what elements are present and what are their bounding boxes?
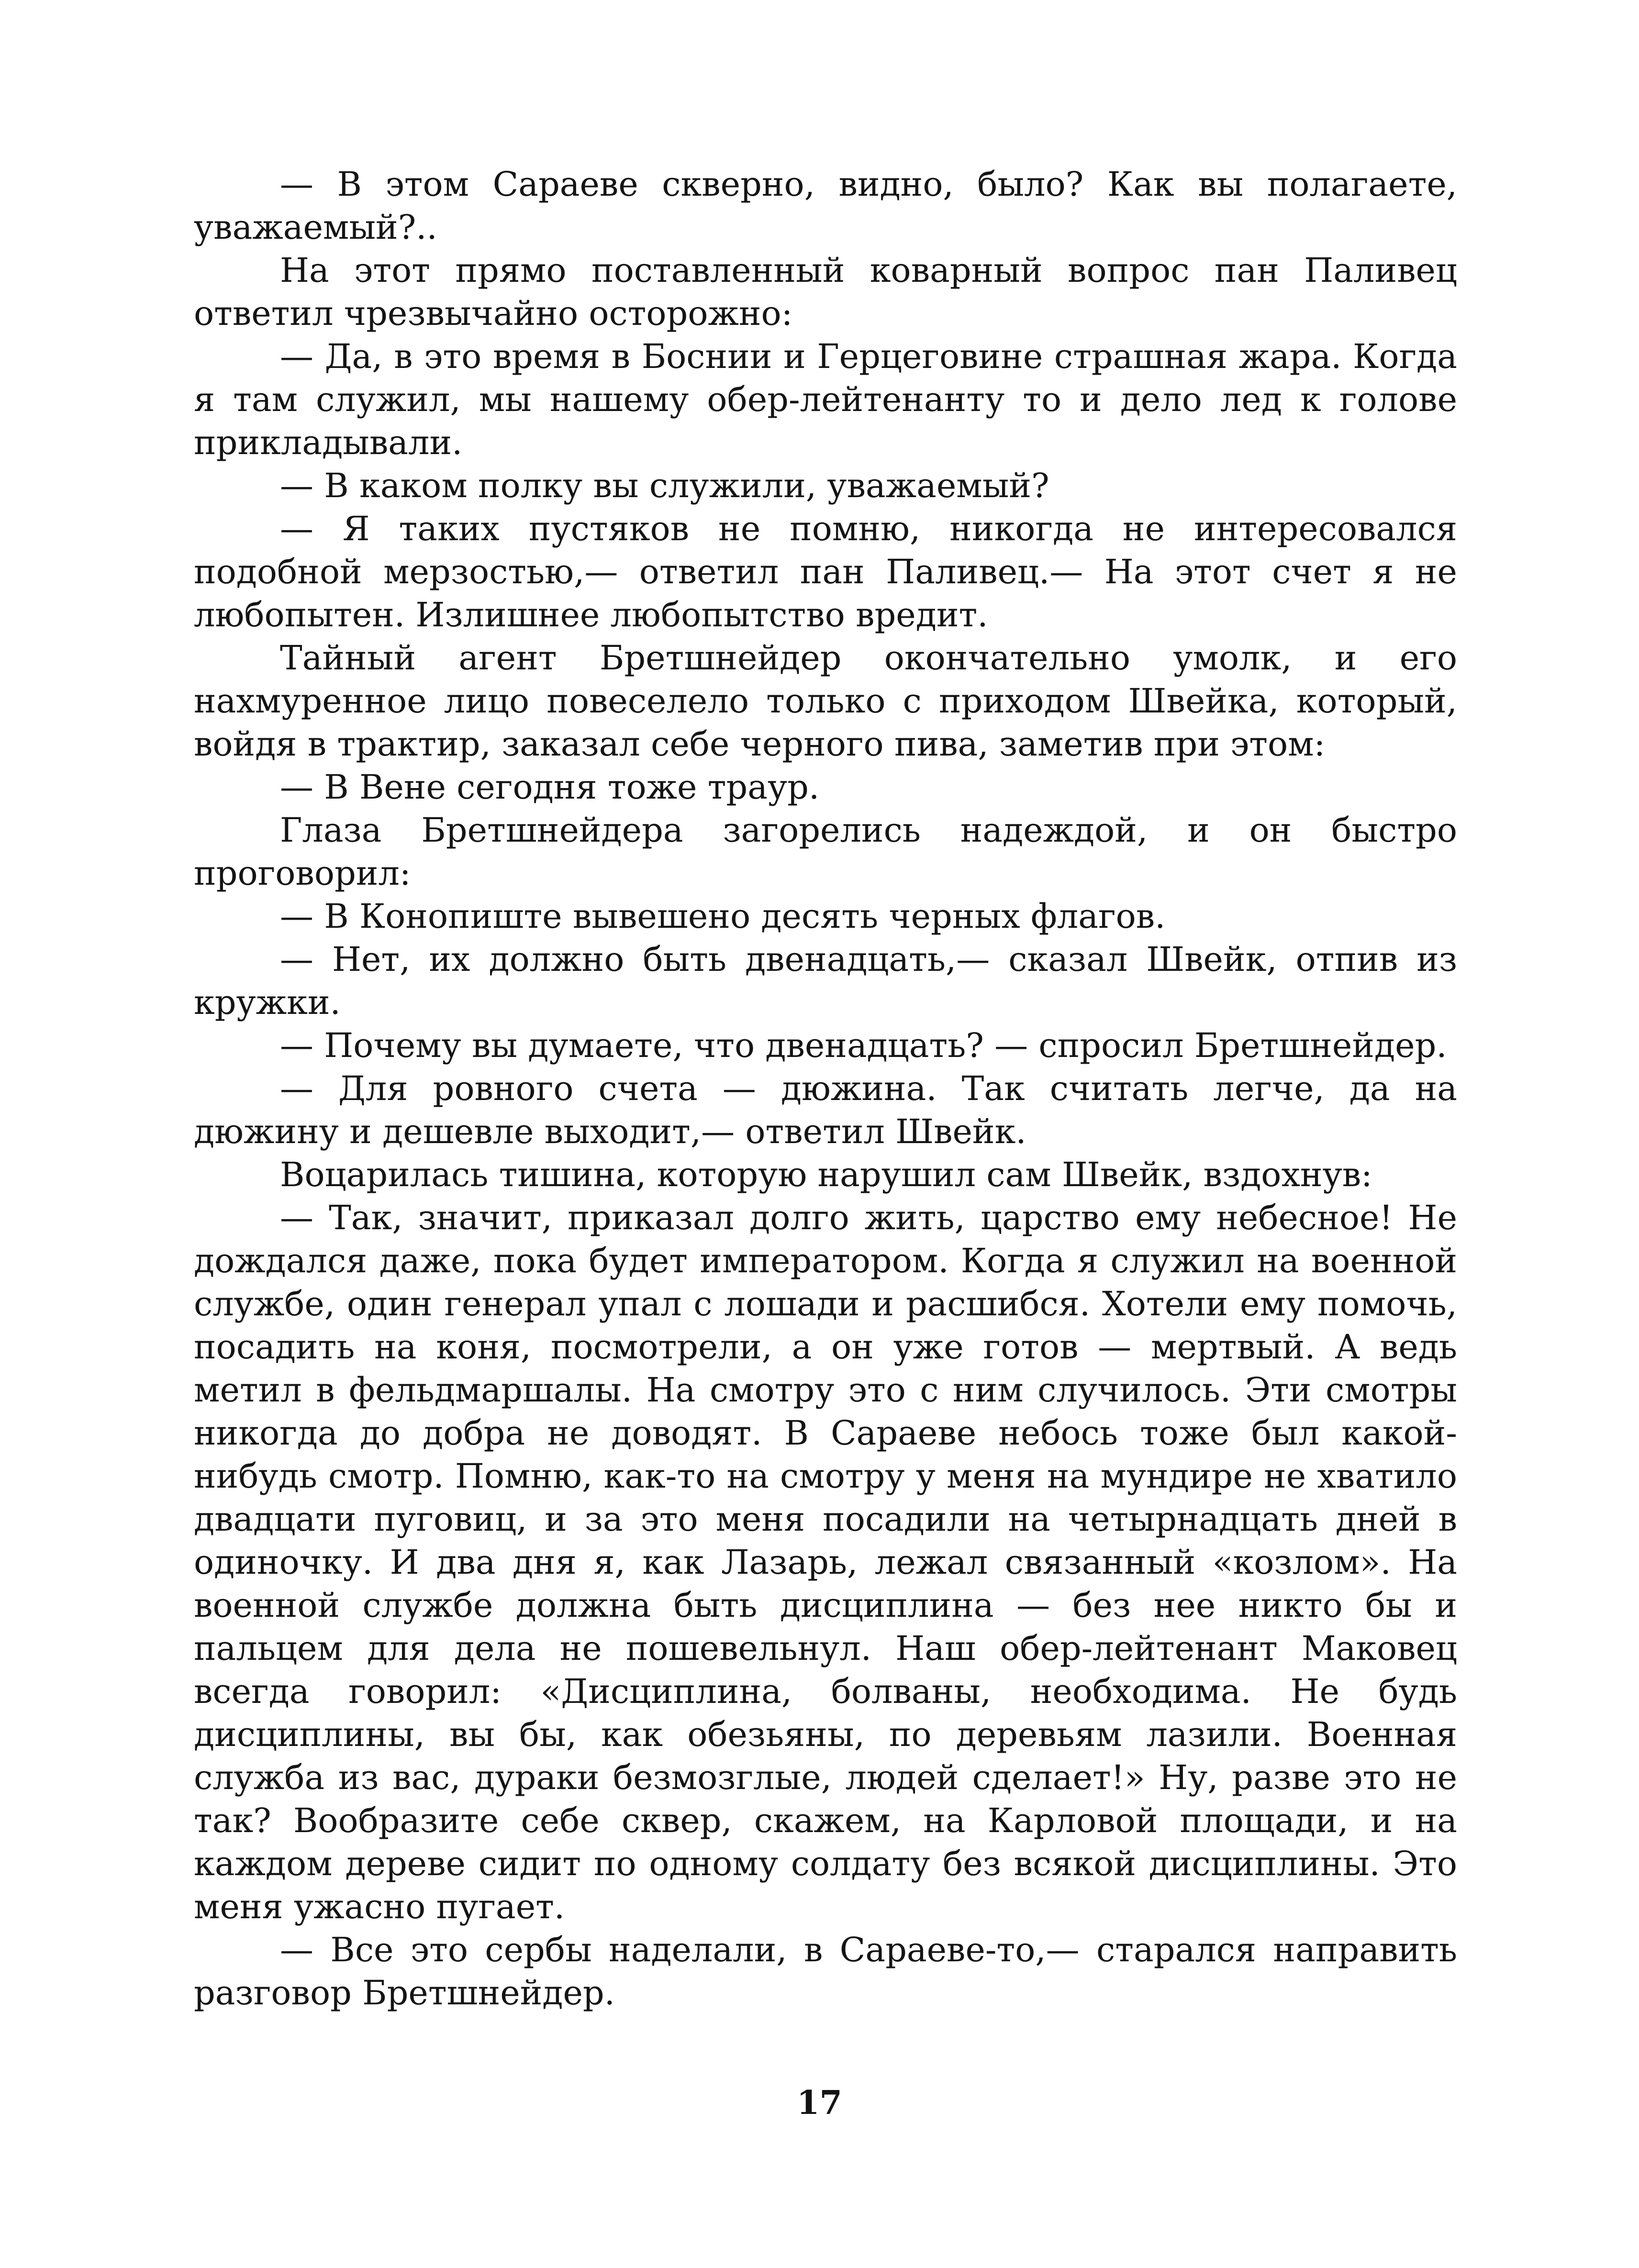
page-number: 17 [797, 2084, 842, 2122]
paragraph-14: — Так, значит, приказал долго жить, царство ему небесное! Не дождался даже, пока будет императором. Когда я служил на военной службе, один генерал упал с лошади и расшибся. Хотели ему помочь, посадить на коня, посмотрели, а он уже готов — мертвый. А ведь метил в фельдмаршалы. На смотру это с ним случилось. Эти смотры никогда до добра не доводят. В Сараеве небось тоже был какой-нибудь смотр. Помню, как-то на смотру у меня на мундире не хватило двадцати пуговиц, и за это меня посадили на четырнадцать дней в одиночку. И два дня я, как Лазарь, лежал связанный «козлом». На военной службе должна быть дисциплина — без нее никто бы и пальцем для дела не пошевельнул. Наш обер-лейтенант Маковец всегда говорил: «Дисциплина, болваны, необходима. Не будь дисциплины, вы бы, как обезьяны, по деревьям лазили. Военная служба из вас, дураки безмозглые, людей сделает!» Ну, разве это не так? Вообразите себе сквер, скажем, на Карловой площади, и на каждом дереве сидит по одному солдату без всякой дисциплины. Это меня ужасно пугает. [194, 1198, 1457, 1926]
paragraph-13: Воцарилась тишина, которую нарушил сам Швейк, вздохнув: [280, 1155, 1372, 1194]
paragraph-2: На этот прямо поставленный коварный вопрос пан Паливец ответил чрезвычайно осторожно: [194, 251, 1457, 333]
paragraph-9: — В Конопиште вывешено десять черных флагов. [280, 897, 1166, 936]
paragraph-12: — Для ровного счета — дюжина. Так считать легче, да на дюжину и дешевле выходит,— ответил Швейк. [194, 1069, 1457, 1151]
paragraph-8: Глаза Бретшнейдера загорелись надеждой, и он быстро проговорил: [194, 811, 1457, 893]
paragraph-7: — В Вене сегодня тоже траур. [280, 767, 820, 807]
paragraph-6: Тайный агент Бретшнейдер окончательно умолк, и его нахмуренное лицо повеселело только с приходом Швейка, который, войдя в трактир, заказал себе черного пива, заметив при этом: [194, 638, 1457, 764]
paragraph-4: — В каком полку вы служили, уважаемый? [280, 466, 1049, 505]
paragraph-15: — Все это сербы наделали, в Сараеве-то,— старался направить разговор Бретшнейдер. [194, 1930, 1457, 2012]
page-text [194, 163, 1457, 2014]
paragraph-11: — Почему вы думаете, что двенадцать? — спросил Бретшнейдер. [280, 1026, 1447, 1065]
paragraph-5: — Я таких пустяков не помню, никогда не интересовался подобной мерзостью,— ответил пан Паливец.— На этот счет я не любопытен. Излишнее любопытство вредит. [194, 509, 1457, 634]
paragraph-3: — Да, в это время в Боснии и Герцеговине страшная жара. Когда я там служил, мы нашему обер-лейтенанту то и дело лед к голове прикладывали. [194, 337, 1457, 462]
paragraph-1: — В этом Сараеве скверно, видно, было? Как вы полагаете, уважаемый?.. [194, 165, 1457, 247]
paragraph-10: — Нет, их должно быть двенадцать,— сказал Швейк, отпив из кружки. [194, 940, 1457, 1022]
